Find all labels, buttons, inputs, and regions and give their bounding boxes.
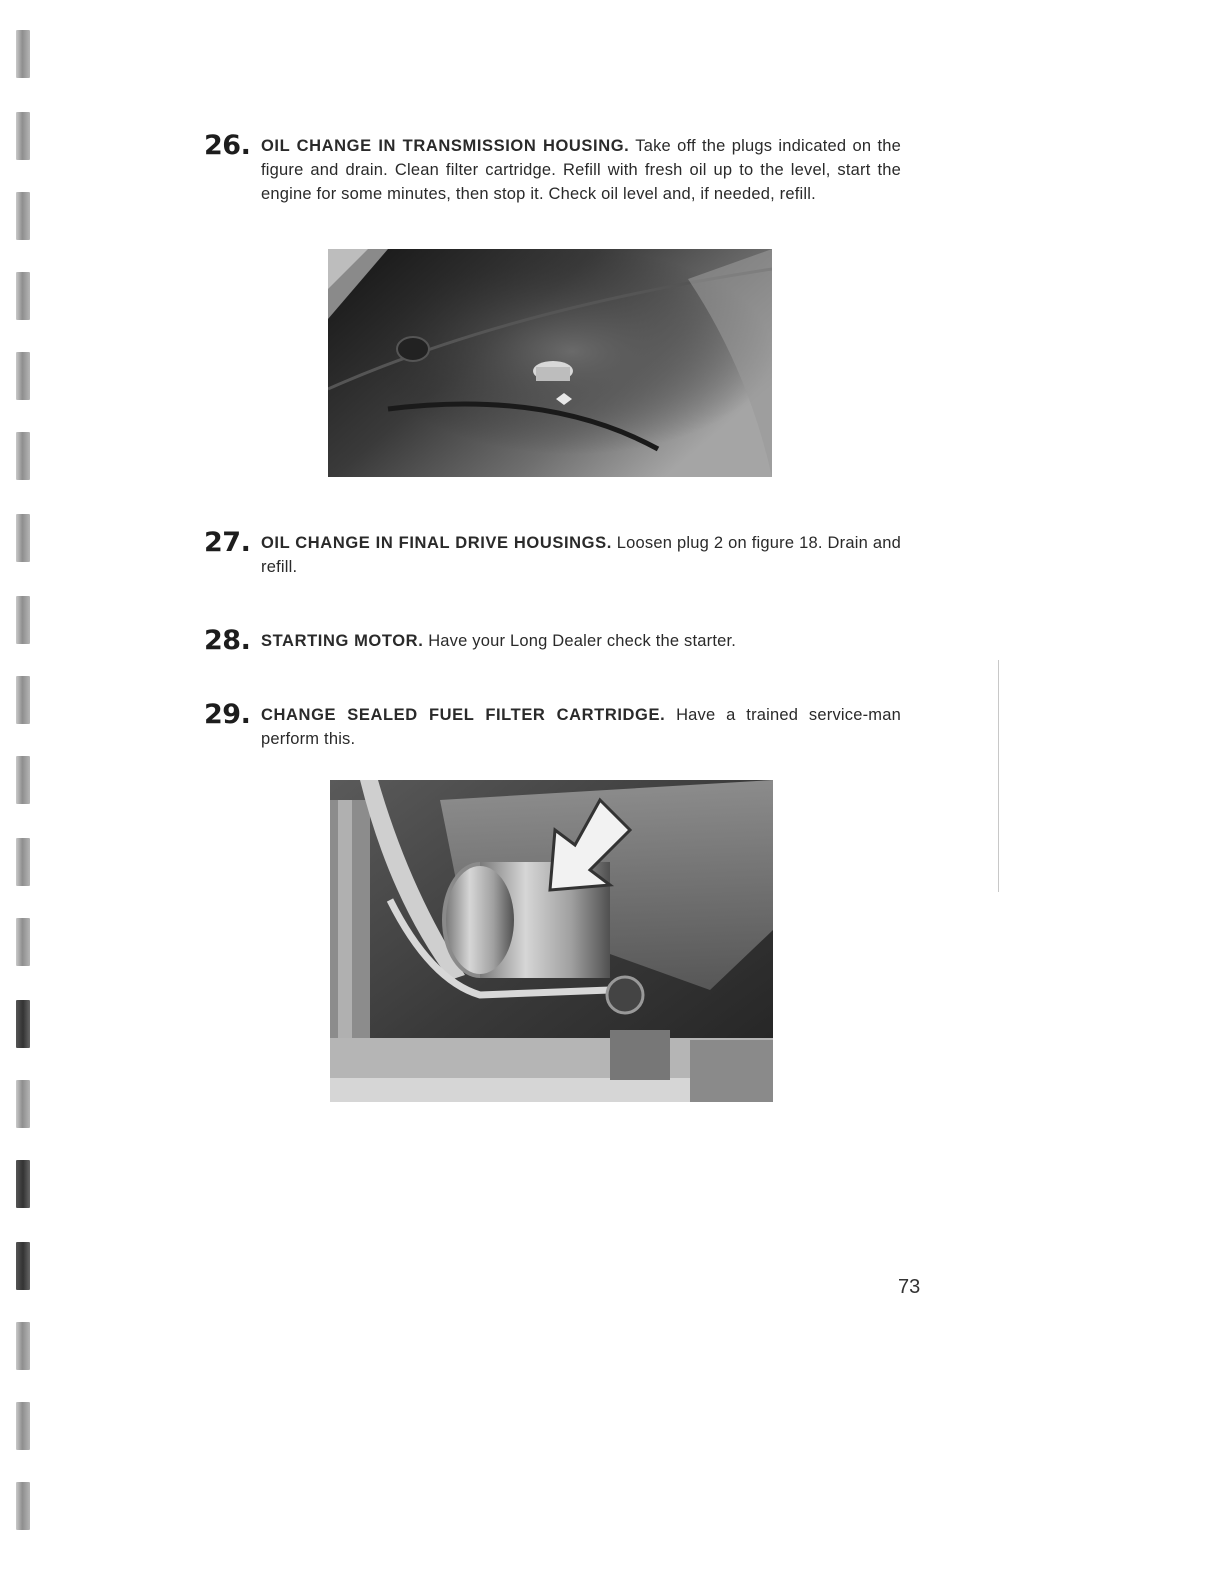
item-heading: OIL CHANGE IN TRANSMISSION HOUSING. xyxy=(261,137,630,155)
transmission-housing-photo xyxy=(328,249,772,477)
binding-hole xyxy=(16,756,30,804)
binding-hole xyxy=(16,30,30,78)
binding-hole xyxy=(16,1322,30,1370)
binding-hole xyxy=(16,514,30,562)
binding-hole xyxy=(16,596,30,644)
binding-hole xyxy=(16,432,30,480)
item-text xyxy=(261,703,901,751)
binding-hole xyxy=(16,838,30,886)
item-text xyxy=(261,629,901,653)
fuel-filter-photo xyxy=(330,780,773,1102)
item-heading: OIL CHANGE IN FINAL DRIVE HOUSINGS. xyxy=(261,534,612,552)
binding-hole xyxy=(16,676,30,724)
binding-hole xyxy=(16,1080,30,1128)
binding-strip xyxy=(10,20,36,1560)
item-text xyxy=(261,531,901,579)
binding-hole xyxy=(16,1242,30,1290)
item-heading: STARTING MOTOR. xyxy=(261,632,424,650)
binding-hole xyxy=(16,918,30,966)
item-body: Have your Long Dealer check the starter. xyxy=(428,632,737,650)
binding-hole xyxy=(16,192,30,240)
item-number: 26. xyxy=(204,130,251,161)
binding-hole xyxy=(16,1402,30,1450)
margin-line xyxy=(998,660,999,892)
item-body: Loosen plug 2 on figure 18. Drain and refill. xyxy=(261,534,901,576)
page-number: 73 xyxy=(898,1276,921,1298)
item-body: Take off the plugs indicated on the figure and drain. Clean filter cartridge. Refill with fresh oil up to the level, start the engine for some minutes, then stop it. Check oil level and, if needed, refill. xyxy=(261,137,901,203)
binding-hole xyxy=(16,1160,30,1208)
item-heading: CHANGE SEALED FUEL FILTER CARTRIDGE. xyxy=(261,706,666,724)
binding-hole xyxy=(16,1000,30,1048)
item-number: 27. xyxy=(204,527,251,558)
binding-hole xyxy=(16,1482,30,1530)
item-number: 28. xyxy=(204,625,251,656)
binding-hole xyxy=(16,112,30,160)
item-number: 29. xyxy=(204,699,251,730)
binding-hole xyxy=(16,272,30,320)
item-text xyxy=(261,134,901,206)
item-body: Have a trained service-man perform this. xyxy=(261,706,901,748)
binding-hole xyxy=(16,352,30,400)
